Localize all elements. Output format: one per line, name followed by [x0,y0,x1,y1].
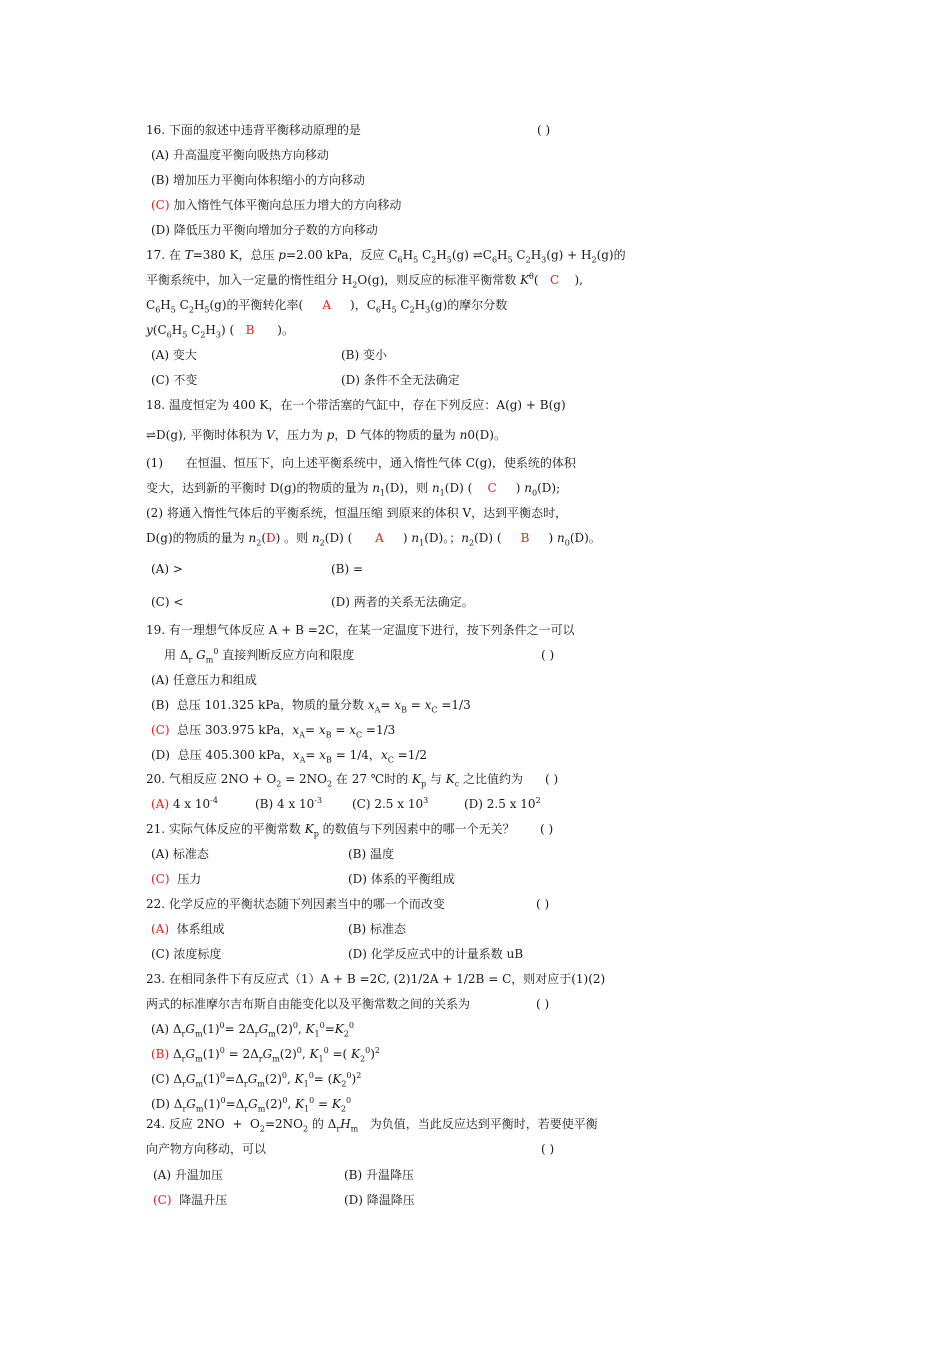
q17-answer-k: C [550,273,560,287]
q24-line2: 向产物方向移动，可以 [146,1142,267,1156]
q16-option-a: (A) 升高温度平衡向吸热方向移动 [151,148,329,162]
q17-line2: 平衡系统中，加入一定量的惰性组分 $H_2O(g)$，则反应的标准平衡常数 $K^\theta$( C ), [146,272,583,290]
q17-line3: $C_6H_5$ $C_2H_5(g)$的平衡转化率( A )，$C_6H_5$ $C_2H_3(g)$的摩尔分数 [146,298,508,315]
q17-option-c: (C) 不变 [151,373,198,387]
q17-option-b: (B) 变小 [341,348,387,362]
q18-option-c: (C) < [151,595,184,609]
q20-option-c: (C) 2.5 x $10^3$ [352,796,429,811]
q20-answer-paren: ( ) [545,772,559,786]
q21-option-a: (A) 标准态 [151,847,209,861]
q20-option-d: (D) 2.5 x $10^2$ [464,796,541,811]
q19-option-c: (C) 总压 303.975 kPa，$x_A= x_B = x_C =1/3$ [151,723,396,740]
q19-line1: 19. 有一理想气体反应 A + B =2C，在某一定温度下进行，按下列条件之一可以 [146,623,575,637]
q21-answer-paren: ( ) [540,822,554,836]
q19-option-a: (A) 任意压力和组成 [151,673,257,687]
q24-option-d: (D) 降温降压 [344,1193,415,1207]
q21-option-d: (D) 体系的平衡组成 [348,872,455,886]
q22-option-a-letter: (A) [151,922,170,936]
q18-line1: 18. 温度恒定为 400 K，在一个带活塞的气缸中，存在下列反应：A(g) + B(g) [146,398,566,412]
q16-option-c-letter: (C) [151,198,170,212]
q21-option-c: (C) 压力 [151,872,202,886]
q22-answer-paren: ( ) [536,897,550,911]
q18-line6: D(g)的物质的量为 $n_2(D)$ 。则 $n_2(D)$ ( A ) $n_1(D)$。；$n_2(D)$ ( B ) $n_0(D)$。 [146,531,601,548]
q22-option-d: (D) 化学反应式中的计量系数 uB [348,947,524,961]
q16-answer-paren: ( ) [537,123,551,137]
q23-option-b-letter: (B) [151,1047,170,1061]
q22-stem: 22. 化学反应的平衡状态随下列因素当中的哪一个而改变 [146,897,445,911]
q20-stem: 20. 气相反应 $2NO + O_2 = 2NO_2$ 在 27 ℃时的 $K_p$ 与 $K_c$ 之比值约为 [146,772,524,789]
q23-option-b: (B) $\Delta_rG_m(1)^0 = 2\Delta_rG_m(2)^0$, $K_1^0$ =( $K_2^0)^2$ [151,1046,380,1064]
q20-option-a: (A) 4 x $10^{-4}$ [151,796,218,811]
q18-line3: (1) 在恒温、恒压下，向上述平衡系统中，通入惰性气体 C(g)，使系统的体积 [146,456,576,470]
q18-answer-2a: A [375,531,384,545]
q23-answer-paren: ( ) [536,997,550,1011]
q22-option-c: (C) 浓度标度 [151,947,222,961]
q19-option-c-letter: (C) [151,723,170,737]
q24-line1: 24. 反应 $2NO + O_2=2NO_2$ 的 $\Delta_rH_m$ 为负值，当此反应达到平衡时，若要使平衡 [146,1117,598,1134]
q23-option-a: (A) $\Delta_rG_m(1)^0= 2\Delta_rG_m(2)^0$, $K_1^0=K_2^0$ [151,1021,354,1039]
q17-option-a: (A) 变大 [151,348,197,362]
q18-option-a: (A) > [151,562,183,576]
q19-answer-paren: ( ) [541,648,555,662]
q18-answer-1: C [487,481,497,495]
q17-answer-y: B [245,323,255,337]
q16-option-d: (D) 降低压力平衡向增加分子数的方向移动 [151,223,378,237]
q23-line2: 两式的标准摩尔吉布斯自由能变化以及平衡常数之间的关系为 [146,997,471,1011]
q21-option-b: (B) 温度 [348,847,394,861]
q20-option-b: (B) 4 x $10^{-3}$ [255,796,323,811]
q23-line1: 23. 在相同条件下有反应式（1）A + B =2C, (2)1/2A + 1/2B = C，则对应于(1)(2) [146,972,606,986]
q24-answer-paren: ( ) [541,1142,555,1156]
q23-option-c: (C) $\Delta_rG_m(1)^0=\Delta_rG_m(2)^0$, $K_1^0= (K_2^0)^2$ [151,1071,362,1089]
q22-option-b: (B) 标准态 [348,922,406,936]
q21-stem: 21. 实际气体反应的平衡常数 $K_p$ 的数值与下列因素中的哪一个无关？ [146,822,515,839]
q18-line2: ⇌D(g), 平衡时体积为 V，压力为 p，D 气体的物质的量为 n0(D)。 [146,428,506,442]
q17-line4: $y(C_6H_5$ $C_2H_3$) ( B )。 [146,323,294,340]
q17-option-d: (D) 条件不全无法确定 [341,373,460,387]
q21-option-c-letter: (C) [151,872,170,886]
q22-option-a: (A) 体系组成 [151,922,225,936]
q24-option-c: (C) 降温升压 [153,1193,228,1207]
q19-option-d: (D) 总压 405.300 kPa，$x_A= x_B = 1/4$，$x_C =1/2$ [151,748,428,765]
q19-line2: 用 $\Delta_r$ $G_m^0$ 直接判断反应方向和限度 [164,647,355,665]
q23-option-d: (D) $\Delta_rG_m(1)^0=\Delta_rG_m(2)^0$, $K_1^0 = K_2^0$ [151,1096,352,1114]
q18-option-d: (D) 两者的关系无法确定。 [331,595,474,609]
q18-line4: 变大，达到新的平衡时 D(g)的物质的量为 $n_1(D)$，则 $n_1(D)$ ( C ) $n_0(D)$; [146,481,561,498]
q24-option-a: (A) 升温加压 [153,1168,223,1182]
q24-option-b: (B) 升温降压 [344,1168,414,1182]
q24-option-c-letter: (C) [153,1193,172,1207]
q17-line1: 17. 在 T=380 K，总压 p=2.00 kPa，反应 $C_6H_5$ $C_2H_5(g)$ $\rightleftharpoons C_6H_5$ $C_2H_3(g) + H_2(g)$的 [146,248,626,265]
q16-option-c [151,197,401,213]
q18-line5: (2) 将通入惰性气体后的平衡系统，恒温压缩 到原来的体积 V，达到平衡态时， [146,506,568,520]
q16-stem: 16. 下面的叙述中违背平衡移动原理的是 [146,123,361,137]
q20-option-a-letter: (A) [151,797,170,811]
q18-option-b: (B) = [331,562,364,576]
q19-option-b: (B) 总压 101.325 kPa，物质的量分数 $x_A= x_B = x_C =1/3$ [151,698,471,715]
q18-answer-2b: B [520,531,530,545]
q17-answer-alpha: A [322,298,331,312]
q16-option-c-text: 加入惰性气体平衡向总压力增大的方向移动 [173,198,402,212]
q16-option-b: (B) 增加压力平衡向体积缩小的方向移动 [151,173,365,187]
